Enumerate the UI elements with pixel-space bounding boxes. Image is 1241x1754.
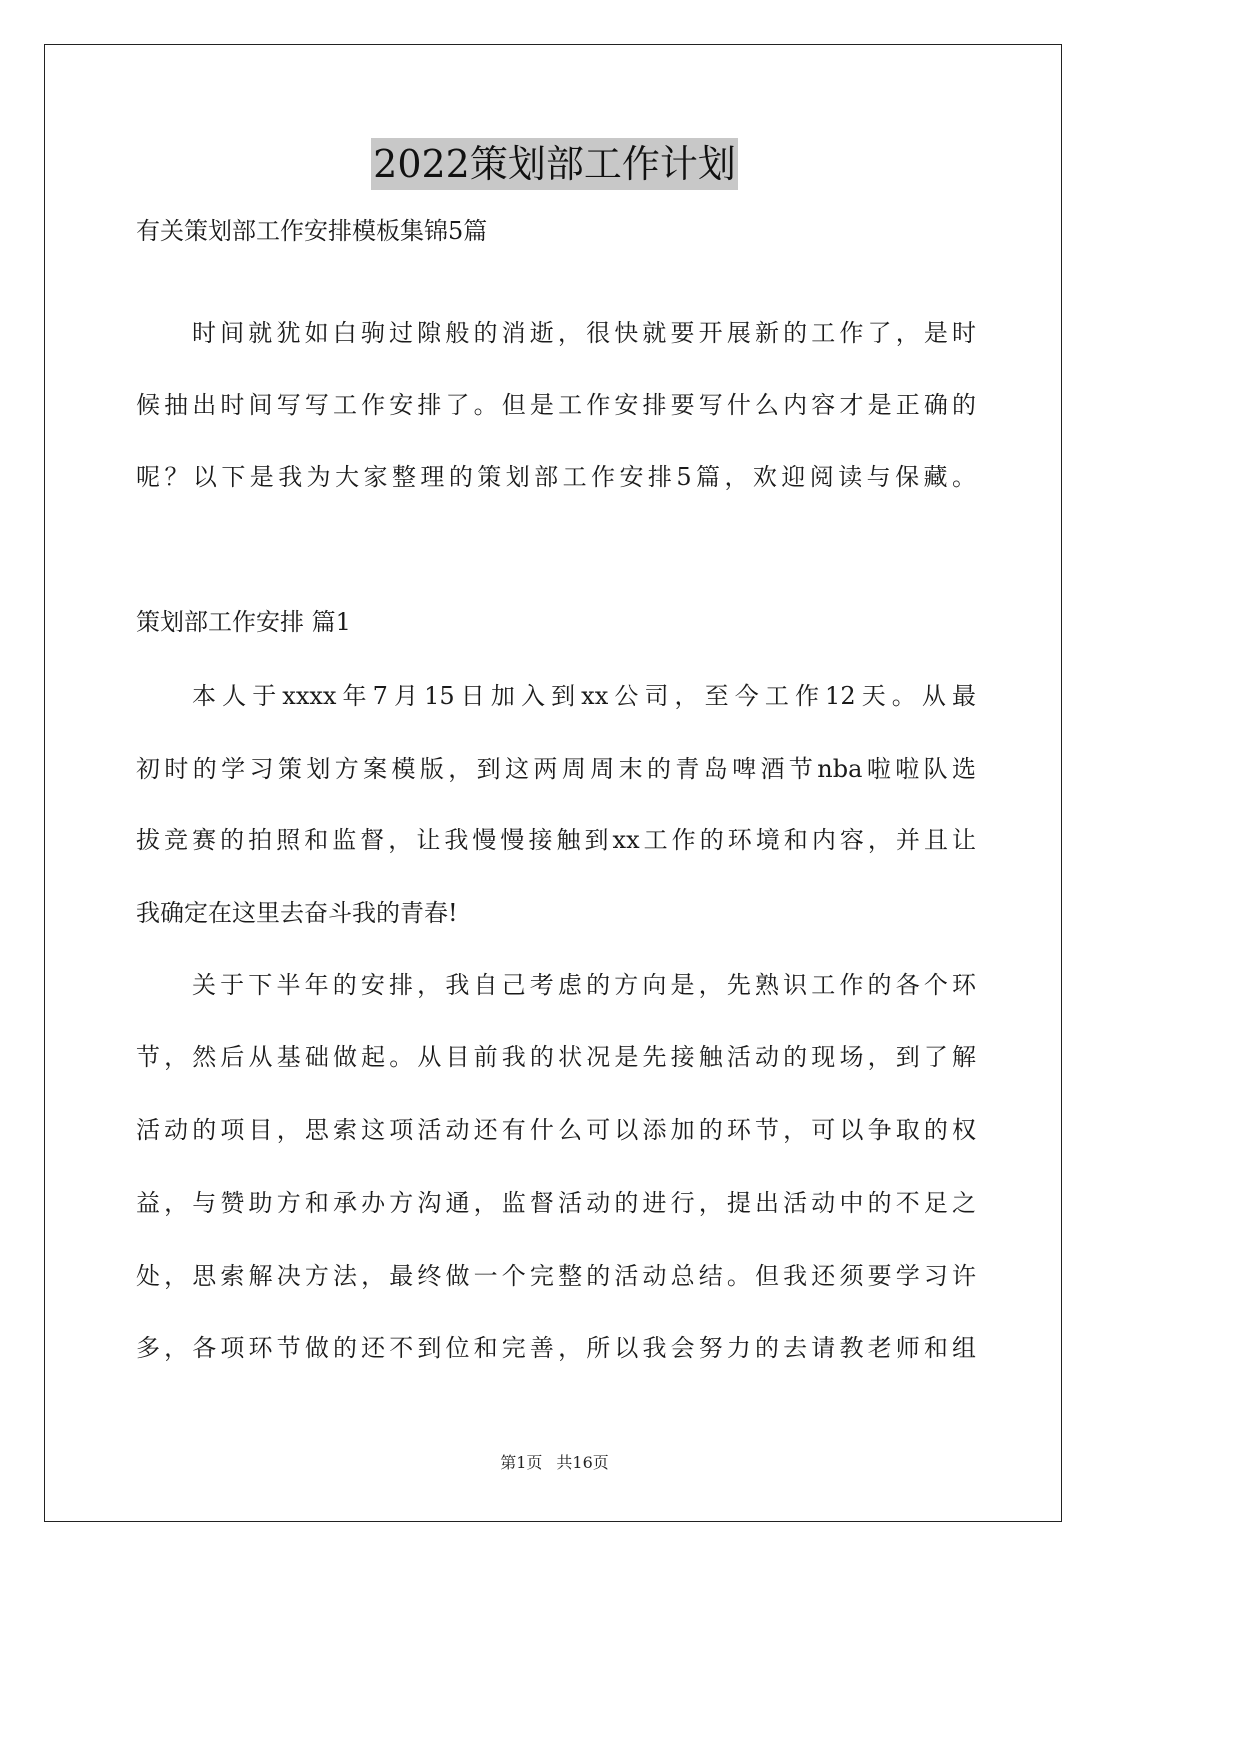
paragraph2-line-2: 节，然后从基础做起。从目前我的状况是先接触活动的现场，到了解	[136, 1043, 976, 1071]
document-subtitle: 有关策划部工作安排模板集锦5篇	[136, 217, 488, 245]
intro-line-3: 呢？以下是我为大家整理的策划部工作安排5篇，欢迎阅读与保藏。	[136, 463, 976, 491]
paragraph1-line-4: 我确定在这里去奋斗我的青春!	[136, 899, 458, 927]
intro-line-1: 时间就犹如白驹过隙般的消逝，很快就要开展新的工作了，是时	[192, 319, 976, 347]
paragraph1-line-3: 拔竞赛的拍照和监督，让我慢慢接触到xx工作的环境和内容，并且让	[136, 826, 976, 854]
document-title: 2022策划部工作计划	[371, 138, 738, 190]
paragraph2-line-5: 处，思索解决方法，最终做一个完整的活动总结。但我还须要学习许	[136, 1262, 976, 1290]
intro-line-2: 候抽出时间写写工作安排了。但是工作安排要写什么内容才是正确的	[136, 391, 976, 419]
section-heading: 策划部工作安排 篇1	[136, 608, 351, 636]
page-footer	[0, 1452, 1109, 1474]
page-total-label: 共16页	[556, 1453, 609, 1472]
paragraph2-line-1: 关于下半年的安排，我自己考虑的方向是，先熟识工作的各个环	[192, 971, 976, 999]
title-container	[0, 138, 1109, 190]
paragraph1-line-1: 本人于xxxx年7月15日加入到xx公司，至今工作12天。从最	[192, 682, 976, 710]
paragraph2-line-4: 益，与赞助方和承办方沟通，监督活动的进行，提出活动中的不足之	[136, 1189, 976, 1217]
paragraph2-line-3: 活动的项目，思索这项活动还有什么可以添加的环节，可以争取的权	[136, 1116, 976, 1144]
paragraph2-line-6: 多，各项环节做的还不到位和完善，所以我会努力的去请教老师和组	[136, 1334, 976, 1362]
page-number-label: 第1页	[500, 1453, 543, 1472]
paragraph1-line-2: 初时的学习策划方案模版，到这两周周末的青岛啤酒节nba啦啦队选	[136, 755, 976, 783]
